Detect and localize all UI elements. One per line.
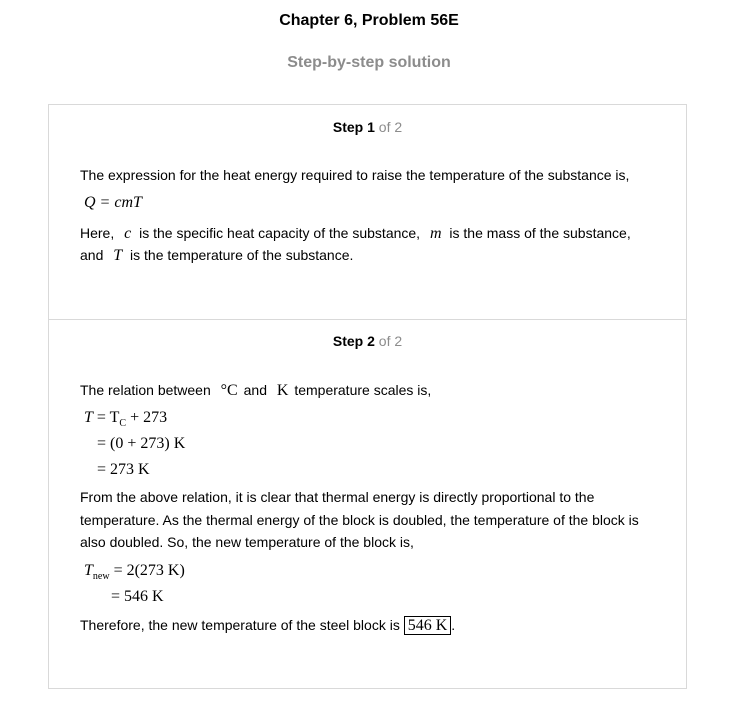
step-2-label: Step [332,333,364,349]
eq4-rhs: = 2(273 K) [109,562,185,579]
equation-3: = 273 K [97,461,150,478]
paragraph-line-2: temperature. As the thermal energy of the block is doubled, the temperature of the block is [80,512,639,528]
desc-c: is the specific heat capacity of the substance, [139,225,421,241]
equation-1 [84,409,167,429]
unit-kelvin: K [276,382,289,399]
eq1-lhs: T [84,409,93,426]
solution-subtitle: Step-by-step solution [287,54,451,71]
unit-celsius: °C [220,382,238,399]
equation-2: = (0 + 273) K [97,435,186,452]
and-label: and [80,247,104,263]
final-answer-box: 546 K [404,616,452,635]
desc-m: is the mass of the substance, [449,225,631,241]
relation-and: and [243,382,267,398]
eq1-sub: C [119,418,127,429]
var-c: c [124,225,132,242]
var-m: m [429,225,442,242]
final-period: . [451,617,456,633]
step-1-label: Step [332,119,364,135]
step-divider [49,319,686,320]
step-1-intro: The expression for the heat energy required to raise the temperature of the substance is, [80,167,630,183]
step-1-of: of 2 [378,119,403,135]
step-2-number: 2 [367,333,375,349]
step-1-header [49,119,686,135]
step-1-here-line [80,222,631,246]
relation-text-b: temperature scales is, [294,382,432,398]
paragraph-line-3: also doubled. So, the new temperature of the block is, [80,534,414,550]
step-2-relation-line [80,379,431,403]
final-text: Therefore, the new temperature of the steel block is [80,617,400,633]
eq1-rhs-a: = T [96,409,120,426]
step-1-equation: Q = cmT [84,194,142,211]
eq4-lhs: T [84,562,93,579]
eq4-sub: new [92,571,110,582]
eq1-rhs-b: + 273 [126,409,168,426]
equation-5: = 546 K [111,588,164,605]
step-1-number: 1 [367,119,375,135]
here-label: Here, [80,225,115,241]
equation-4 [84,562,185,582]
solution-card [48,104,687,689]
relation-text-a: The relation between [80,382,211,398]
step-2-of: of 2 [378,333,403,349]
final-line [80,614,455,638]
step-1-and-line [80,244,353,268]
step-2-header [49,333,686,349]
page-title: Chapter 6, Problem 56E [279,12,459,29]
desc-T: is the temperature of the substance. [130,247,354,263]
paragraph-line-1: From the above relation, it is clear that thermal energy is directly proportional to the [80,489,595,505]
var-T: T [113,247,123,264]
